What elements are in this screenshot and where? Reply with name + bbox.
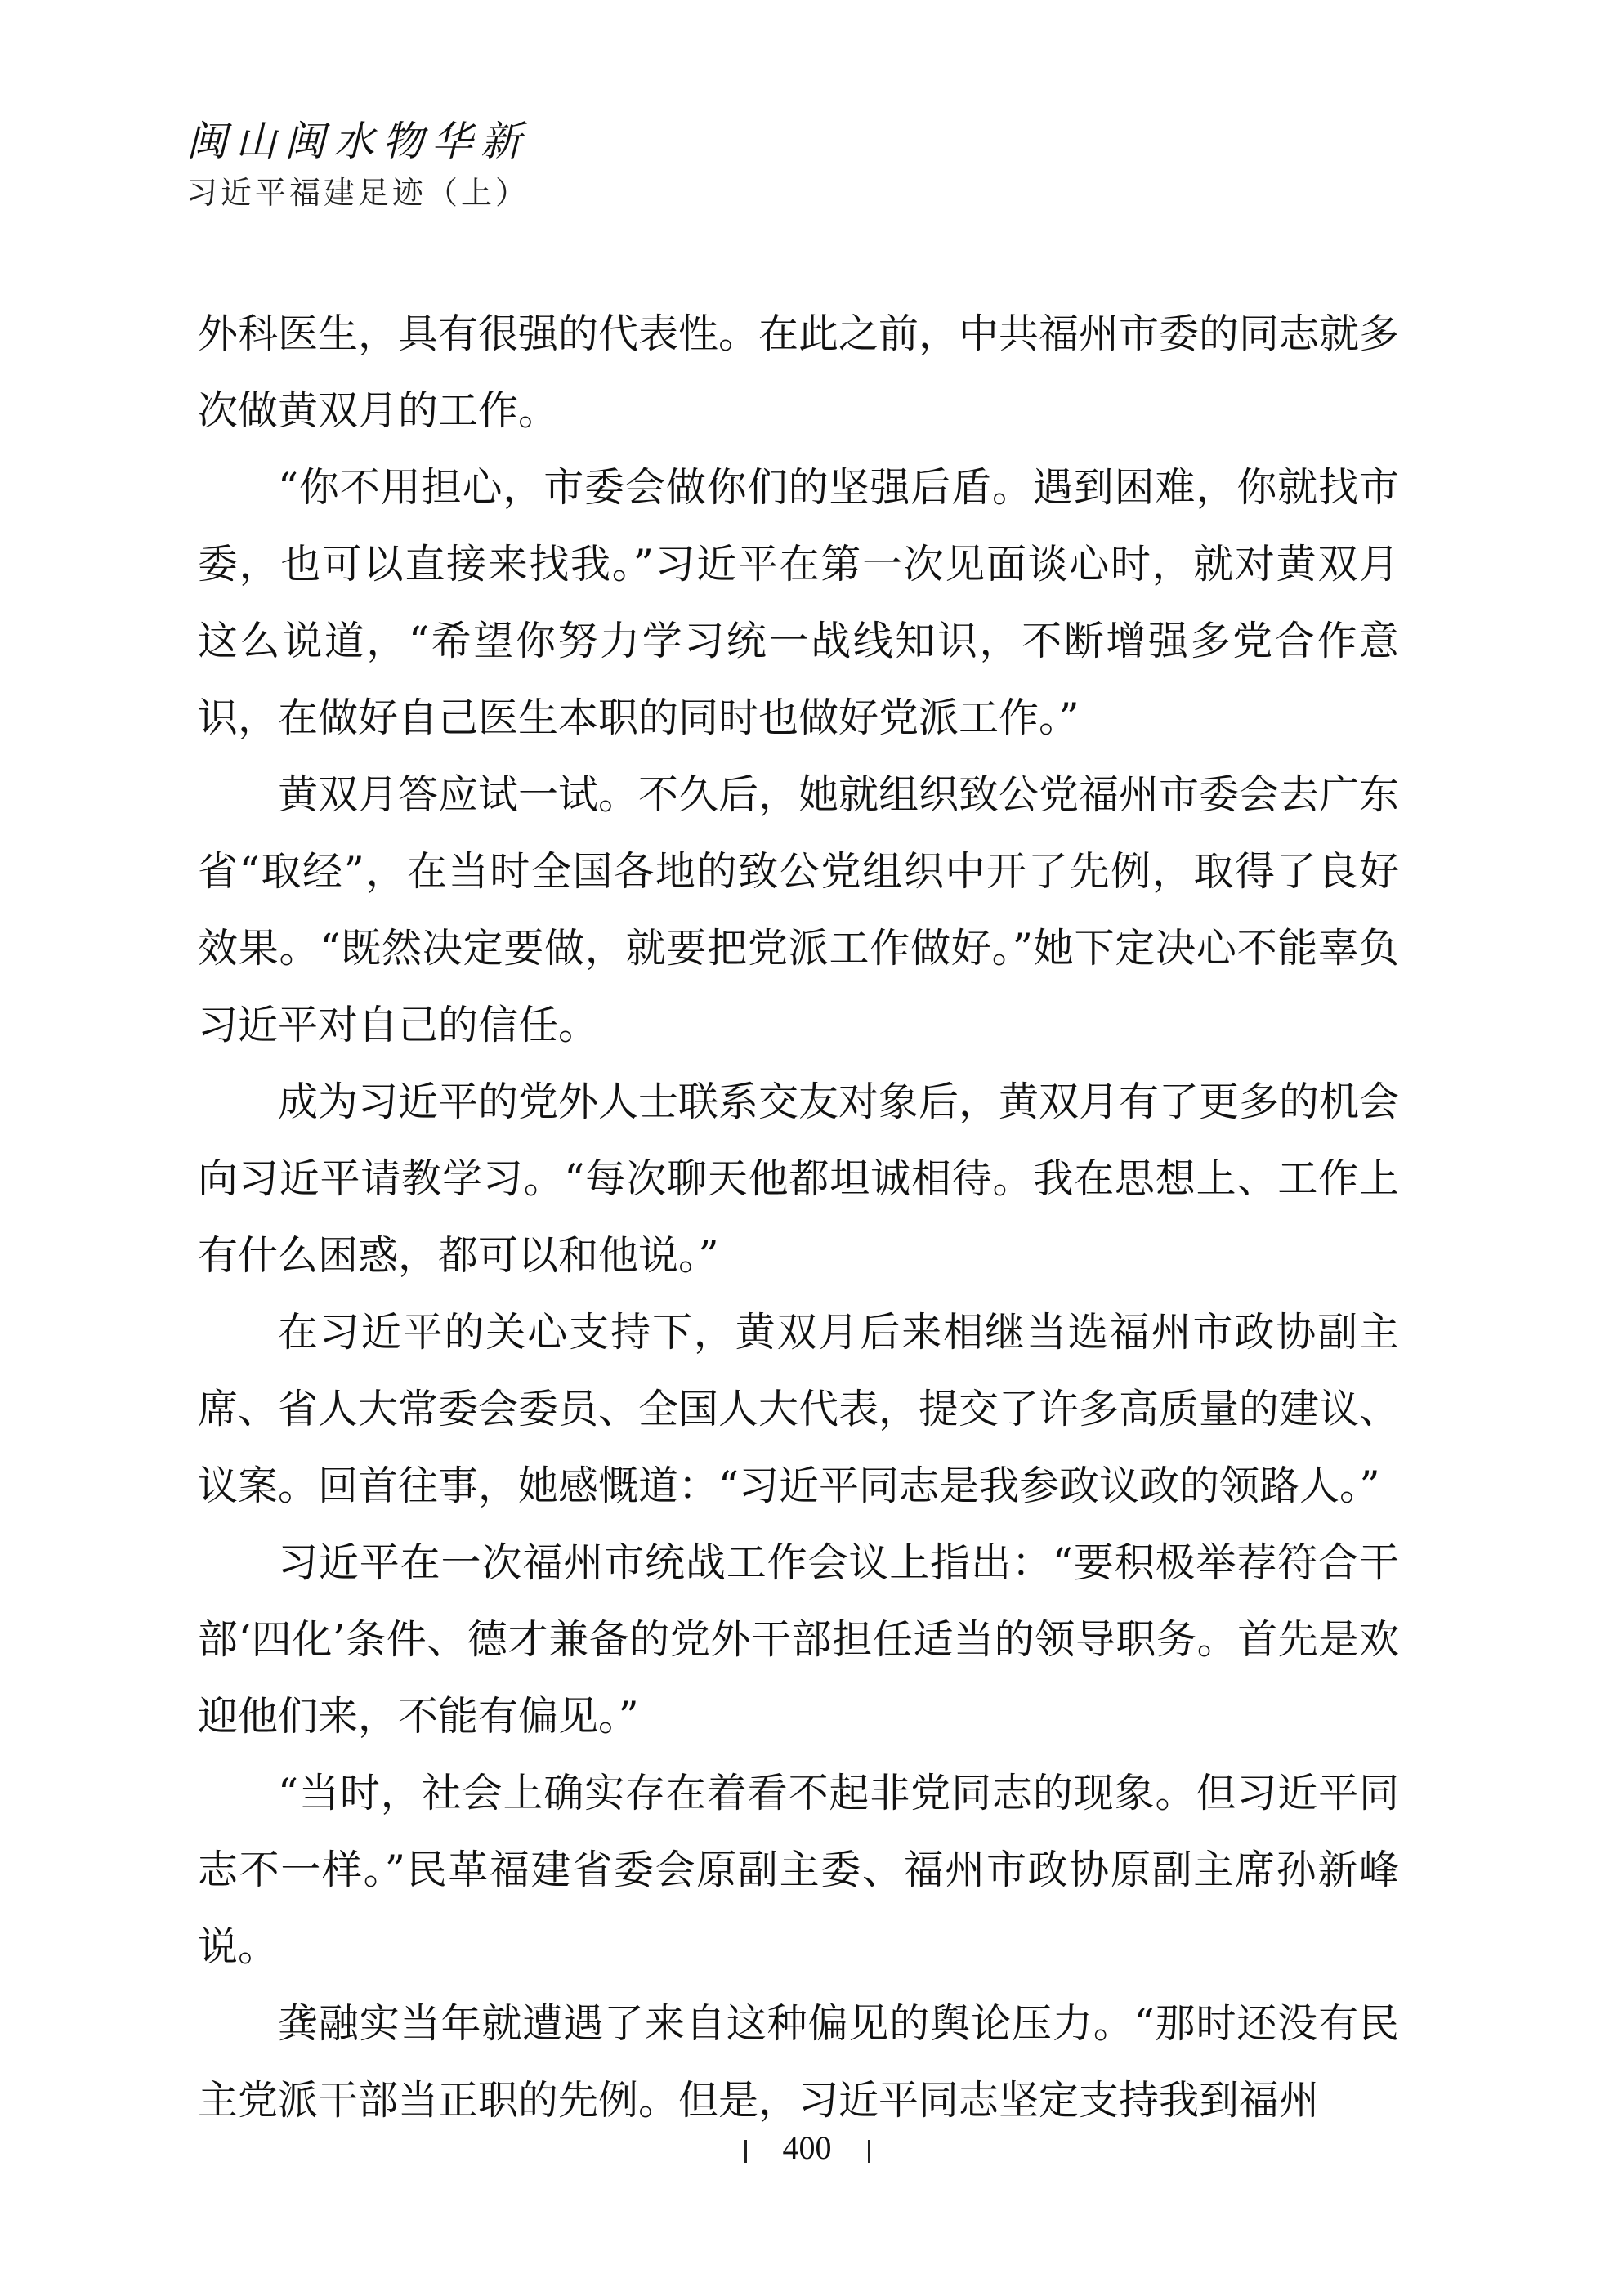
paragraph: “当时，社会上确实存在着看不起非党同志的现象。但习近平同志不一样。”民革福建省委会原副主委、福州市政协原副主席孙新峰说。 [198, 1770, 1399, 1970]
paragraph: 成为习近平的党外人士联系交友对象后，黄双月有了更多的机会向习近平请教学习。“每次聊天他都坦诚相待。我在思想上、工作上有什么困惑，都可以和他说。” [198, 1079, 1400, 1279]
paragraph: 龚融实当年就遭遇了来自这种偏见的舆论压力。“那时还没有民主党派干部当正职的先例。但是，习近平同志坚定支持我到福州 [198, 2000, 1399, 2124]
running-header [186, 116, 530, 214]
paragraph: 习近平在一次福州市统战工作会议上指出：“要积极举荐符合干部‘四化’条件、德才兼备的党外干部担任适当的领导职务。首先是欢迎他们来，不能有偏见。” [198, 1539, 1399, 1740]
series-title: 闽山闽水物华新 [186, 118, 530, 165]
paragraph: “你不用担心，市委会做你们的坚强后盾。遇到困难，你就找市委，也可以直接来找我。”习近平在第一次见面谈心时，就对黄双月这么说道，“希望你努力学习统一战线知识，不断增强多党合作意识，在做好自己医生本职的同时也做好党派工作。” [198, 464, 1399, 741]
folio-right-rule [868, 2140, 870, 2163]
paragraph: 在习近平的关心支持下，黄双月后来相继当选福州市政协副主席、省人大常委会委员、全国人大代表，提交了许多高质量的建议、议案。回首往事，她感慨道：“习近平同志是我参政议政的领路人。” [198, 1309, 1400, 1509]
page-footer [0, 2128, 1614, 2167]
folio-left-rule [744, 2140, 747, 2163]
paragraph-continued: 外科医生，具有很强的代表性。在此之前，中共福州市委的同志就多次做黄双月的工作。 [198, 310, 1400, 434]
body-text [198, 296, 1399, 2139]
paragraph: 黄双月答应试一试。不久后，她就组织致公党福州市委会去广东省“取经”，在当时全国各地的致公党组织中开了先例，取得了良好效果。“既然决定要做，就要把党派工作做好。”她下定决心不能辜负习近平对自己的信任。 [198, 771, 1400, 1048]
page-number: 400 [782, 2129, 832, 2166]
book-subtitle: 习近平福建足迹（上） [186, 175, 530, 211]
